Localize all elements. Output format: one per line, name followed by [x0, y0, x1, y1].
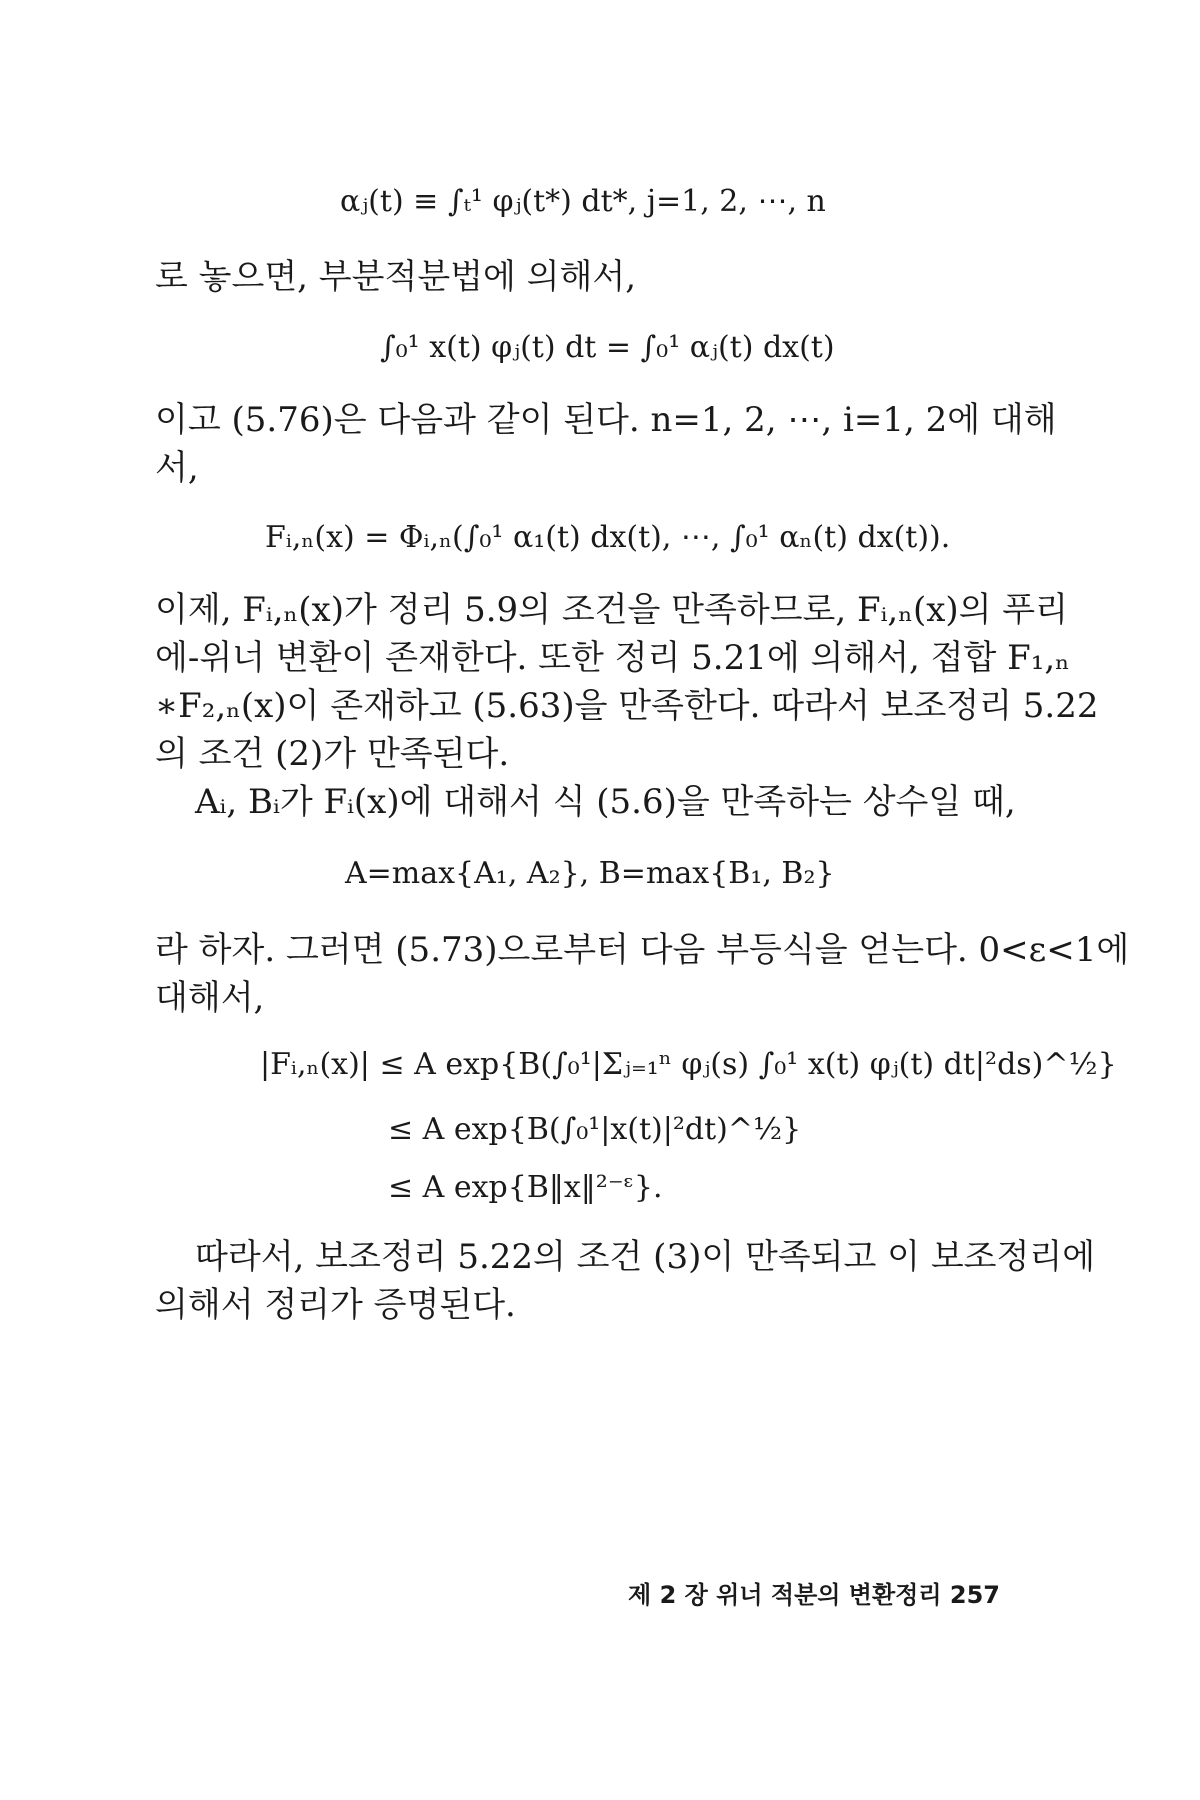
- equation-F-definition: Fᵢ,ₙ(x) = Φᵢ,ₙ(∫₀¹ α₁(t) dx(t), ⋯, ∫₀¹ αₙ(t) dx(t)).: [265, 520, 951, 555]
- text-line: 따라서, 보조정리 5.22의 조건 (3)이 만족되고 이 보조정리에: [195, 1237, 1096, 1277]
- text-line: 로 놓으면, 부분적분법에 의해서,: [155, 257, 637, 297]
- equation-alpha-definition: αⱼ(t) ≡ ∫ₜ¹ φⱼ(t*) dt*, j=1, 2, ⋯, n: [340, 184, 826, 219]
- equation-integration-by-parts: ∫₀¹ x(t) φⱼ(t) dt = ∫₀¹ αⱼ(t) dx(t): [380, 330, 835, 365]
- inequality-line-3: ≤ A exp{B‖x‖²⁻ᵋ}.: [388, 1170, 663, 1205]
- running-footer: 제 2 장 위너 적분의 변환정리 257: [628, 1581, 1000, 1609]
- text-line: 에-위너 변환이 존재한다. 또한 정리 5.21에 의해서, 접합 F₁,ₙ: [155, 638, 1070, 678]
- text-line: 의 조건 (2)가 만족된다.: [155, 734, 510, 774]
- equation-A-B-max: A=max{A₁, A₂}, B=max{B₁, B₂}: [345, 856, 835, 891]
- inequality-line-1: |Fᵢ,ₙ(x)| ≤ A exp{B(∫₀¹|Σⱼ₌₁ⁿ φⱼ(s) ∫₀¹ x(t) φⱼ(t) dt|²ds)^½}: [260, 1047, 1117, 1082]
- text-line: 이고 (5.76)은 다음과 같이 된다. n=1, 2, ⋯, i=1, 2에 대해: [155, 400, 1057, 440]
- text-line: 서,: [155, 448, 199, 488]
- text-line: 이제, Fᵢ,ₙ(x)가 정리 5.9의 조건을 만족하므로, Fᵢ,ₙ(x)의 푸리: [155, 590, 1068, 630]
- text-line: 대해서,: [155, 978, 265, 1018]
- text-line: 라 하자. 그러면 (5.73)으로부터 다음 부등식을 얻는다. 0<ε<1에: [155, 930, 1130, 970]
- inequality-line-2: ≤ A exp{B(∫₀¹|x(t)|²dt)^½}: [388, 1112, 802, 1147]
- text-line: ∗F₂,ₙ(x)이 존재하고 (5.63)을 만족한다. 따라서 보조정리 5.22: [155, 686, 1099, 726]
- text-line: 의해서 정리가 증명된다.: [155, 1285, 516, 1325]
- text-line: Aᵢ, Bᵢ가 Fᵢ(x)에 대해서 식 (5.6)을 만족하는 상수일 때,: [195, 782, 1016, 822]
